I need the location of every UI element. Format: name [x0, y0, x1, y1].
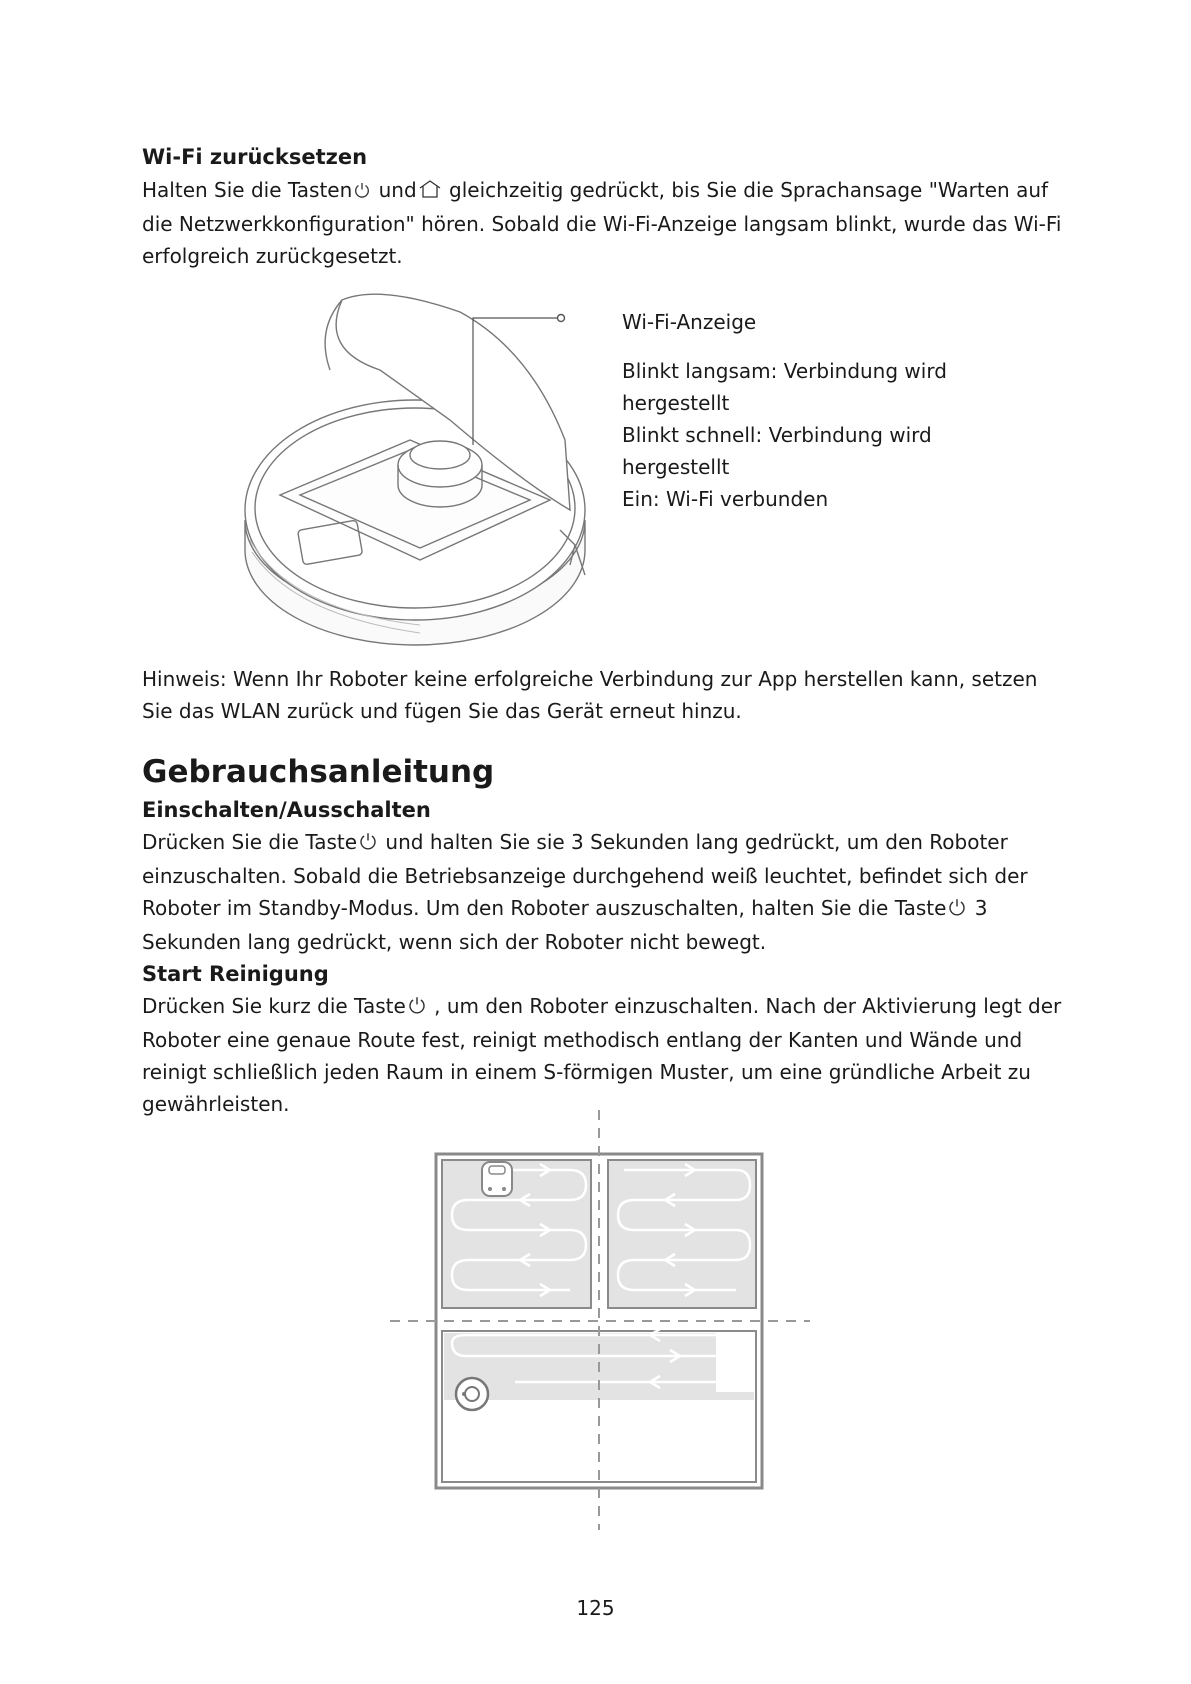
- wifi-reset-heading: Wi-Fi zurücksetzen: [142, 145, 368, 169]
- usage-section: [142, 752, 1062, 1120]
- page-number: 125: [576, 1596, 615, 1620]
- robot-vacuum-icon: [456, 1378, 488, 1410]
- callout-line: Blinkt schnell: Verbindung wird hergestellt: [622, 423, 932, 479]
- power-text: Drücken Sie die Taste und halten Sie sie 3 Sekunden lang gedrückt, um den Roboter einzuschalten. Sobald die Betriebsanzeige durchgehend weiß leuchtet, befindet sich der Roboter im Standby-Modus. Um den Roboter auszuschalten, halten Sie die Taste 3 Sekunden lang gedrückt, wenn sich der Roboter nicht bewegt.: [142, 830, 1028, 954]
- robot-vacuum-illustration: [230, 290, 610, 650]
- start-text: Drücken Sie kurz die Taste , um den Roboter einzuschalten. Nach der Aktivierung legt der Roboter eine genaue Route fest, reinigt methodisch entlang der Kanten und Wände und reinigt schließlich jeden Raum in einem S-förmigen Muster, um eine gründliche Arbeit zu gewährleisten.: [142, 994, 1062, 1116]
- power-icon: [358, 828, 378, 860]
- power-heading: Einschalten/Ausschalten: [142, 798, 431, 822]
- home-icon: [418, 176, 442, 208]
- wifi-reset-section: [142, 143, 1062, 272]
- power-icon: [353, 176, 371, 208]
- start-heading: Start Reinigung: [142, 962, 329, 986]
- cleaning-pattern-diagram: [390, 1110, 810, 1530]
- callout-line: Ein: Wi-Fi verbunden: [622, 487, 829, 511]
- wifi-reset-text: Halten Sie die Tasten und gleichzeitig gedrückt, bis Sie die Sprachansage "Warten auf die Netzwerkkonfiguration" hören. Sobald die Wi-Fi-Anzeige langsam blinkt, wurde das Wi-Fi erfolgreich zurückgesetzt.: [142, 178, 1062, 268]
- section-title: Gebrauchsanleitung: [142, 754, 495, 790]
- callout-title: Wi-Fi-Anzeige: [622, 310, 757, 334]
- callout-line: Blinkt langsam: Verbindung wird hergestellt: [622, 359, 947, 415]
- power-icon: [947, 894, 967, 926]
- robot-vacuum-icon: [482, 1162, 512, 1196]
- note-section: [142, 663, 1062, 727]
- note-text: Hinweis: Wenn Ihr Roboter keine erfolgreiche Verbindung zur App herstellen kann, setzen Sie das WLAN zurück und fügen Sie das Gerät erneut hinzu.: [142, 667, 1038, 723]
- wifi-indicator-callout: [622, 306, 1042, 515]
- power-icon: [407, 992, 427, 1024]
